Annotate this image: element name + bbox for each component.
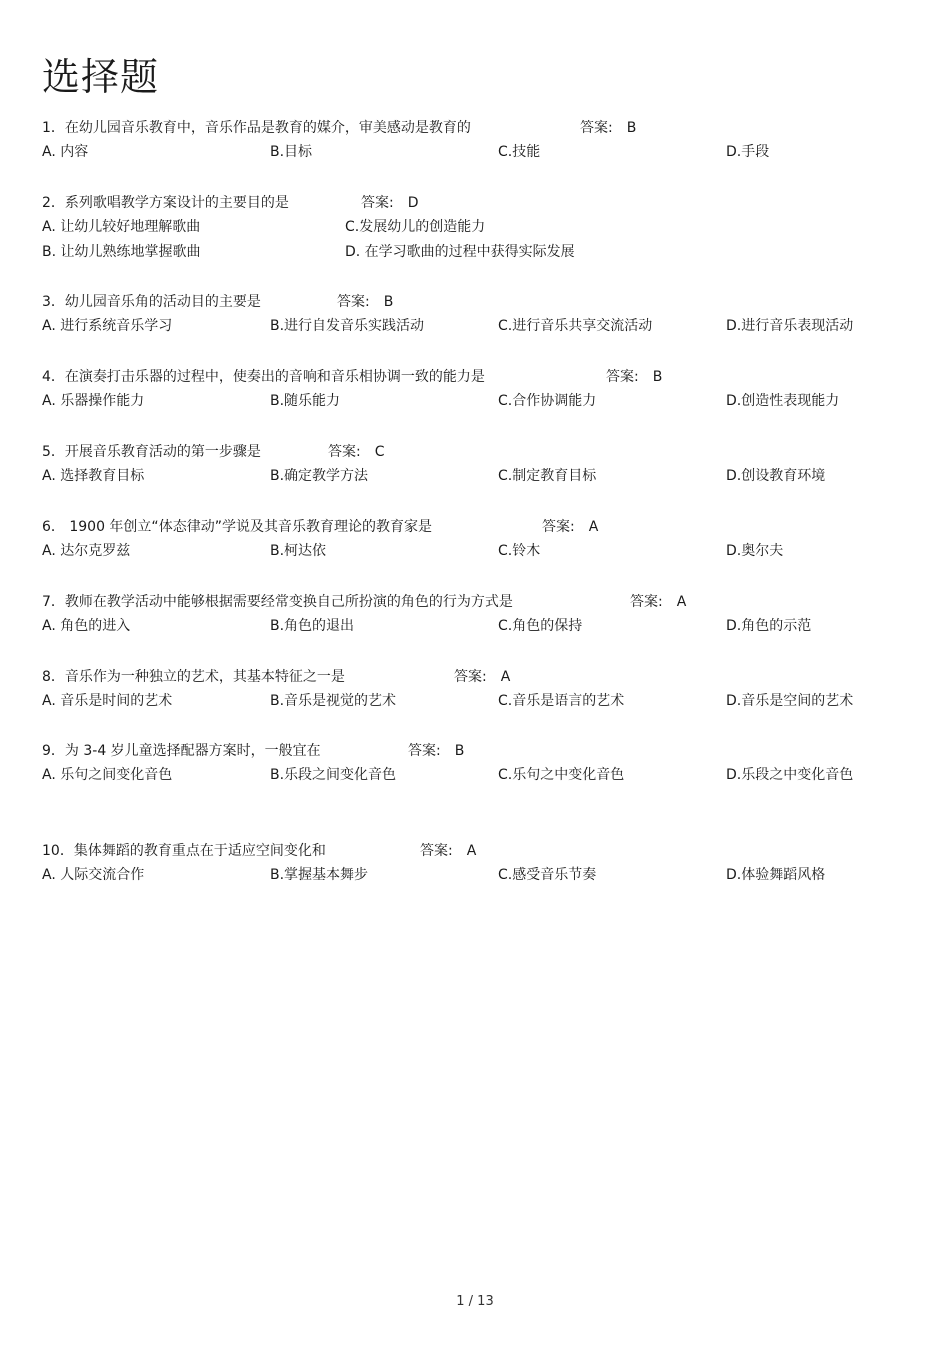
option-b: B.乐段之间变化音色: [270, 767, 397, 783]
option-a: A. 达尔克罗兹: [42, 543, 131, 559]
option-b: B.掌握基本舞步: [270, 867, 369, 883]
option-d: D.奥尔夫: [726, 543, 784, 559]
option-d: D.角色的示范: [726, 618, 812, 634]
question-1: [42, 116, 922, 165]
option-c: C.音乐是语言的艺术: [498, 693, 625, 709]
option-c: C.感受音乐节奏: [498, 867, 597, 883]
page-number: 1 / 13: [456, 1294, 494, 1309]
question-stem: 6． 1900 年创立“体态律动”学说及其音乐教育理论的教育家是: [42, 519, 432, 535]
answer-key: [542, 515, 598, 539]
option-d: D. 在学习歌曲的过程中获得实际发展: [345, 244, 575, 260]
question-10: [42, 839, 922, 888]
answer-key: [328, 440, 385, 464]
option-b: B.随乐能力: [270, 393, 341, 409]
answer-label: 答案:: [454, 669, 487, 685]
option-c: C.制定教育目标: [498, 468, 597, 484]
question-6: [42, 515, 922, 564]
answer-letter: A: [466, 843, 477, 859]
option-a: A. 进行系统音乐学习: [42, 318, 173, 334]
page-title: 选择题: [42, 55, 160, 99]
answer-label: 答案:: [420, 843, 453, 859]
question-stem: 4．在演奏打击乐器的过程中，使奏出的音响和音乐相协调一致的能力是: [42, 369, 485, 385]
answer-key: [606, 365, 662, 389]
answer-letter: D: [407, 195, 419, 211]
answer-letter: B: [652, 369, 663, 385]
answer-label: 答案:: [542, 519, 575, 535]
answer-key: [361, 191, 419, 215]
option-c: C.铃木: [498, 543, 541, 559]
answer-letter: B: [454, 743, 465, 759]
answer-letter: B: [626, 120, 637, 136]
question-stem: 8．音乐作为一种独立的艺术，其基本特征之一是: [42, 669, 345, 685]
question-4: [42, 365, 922, 414]
question-2: [42, 191, 922, 265]
option-b: B. 让幼儿熟练地掌握歌曲: [42, 244, 201, 260]
question-stem: 5．开展音乐教育活动的第一步骤是: [42, 444, 261, 460]
question-5: [42, 440, 922, 489]
answer-letter: B: [383, 294, 394, 310]
answer-label: 答案:: [328, 444, 361, 460]
option-a: A. 角色的进入: [42, 618, 131, 634]
answer-key: [408, 739, 464, 763]
answer-key: [580, 116, 636, 140]
answer-label: 答案:: [580, 120, 613, 136]
option-b: B.音乐是视觉的艺术: [270, 693, 397, 709]
answer-letter: A: [500, 669, 511, 685]
answer-key: [454, 665, 510, 689]
option-d: D.音乐是空间的艺术: [726, 693, 854, 709]
answer-label: 答案:: [606, 369, 639, 385]
question-7: [42, 590, 922, 639]
option-b: B.确定教学方法: [270, 468, 369, 484]
option-b: B.目标: [270, 144, 313, 160]
answer-label: 答案:: [361, 195, 394, 211]
option-d: D.体验舞蹈风格: [726, 867, 826, 883]
question-stem: 3．幼儿园音乐角的活动目的主要是: [42, 294, 261, 310]
question-stem: 9．为 3-4 岁儿童选择配器方案时，一般宜在: [42, 743, 321, 759]
option-c: C.乐句之中变化音色: [498, 767, 625, 783]
option-c: C.合作协调能力: [498, 393, 597, 409]
option-d: D.进行音乐表现活动: [726, 318, 854, 334]
option-b: B.柯达依: [270, 543, 327, 559]
option-c: C.发展幼儿的创造能力: [345, 219, 486, 235]
question-9: [42, 739, 922, 788]
option-c: C.进行音乐共享交流活动: [498, 318, 653, 334]
option-a: A. 人际交流合作: [42, 867, 145, 883]
answer-letter: A: [676, 594, 687, 610]
question-stem: 10．集体舞蹈的教育重点在于适应空间变化和: [42, 843, 326, 859]
option-b: B.角色的退出: [270, 618, 355, 634]
option-d: D.手段: [726, 144, 770, 160]
option-b: B.进行自发音乐实践活动: [270, 318, 425, 334]
answer-label: 答案:: [408, 743, 441, 759]
option-a: A. 内容: [42, 144, 89, 160]
option-a: A. 让幼儿较好地理解歌曲: [42, 219, 201, 235]
answer-key: [630, 590, 686, 614]
answer-key: [420, 839, 476, 863]
question-stem: 2．系列歌唱教学方案设计的主要目的是: [42, 195, 289, 211]
answer-key: [337, 290, 393, 314]
option-a: A. 音乐是时间的艺术: [42, 693, 173, 709]
option-a: A. 乐器操作能力: [42, 393, 145, 409]
option-d: D.创造性表现能力: [726, 393, 840, 409]
option-d: D.乐段之中变化音色: [726, 767, 854, 783]
answer-label: 答案:: [630, 594, 663, 610]
option-a: A. 乐句之间变化音色: [42, 767, 173, 783]
question-stem: 1．在幼儿园音乐教育中，音乐作品是教育的媒介，审美感动是教育的: [42, 120, 471, 136]
option-d: D.创设教育环境: [726, 468, 826, 484]
question-stem: 7．教师在教学活动中能够根据需要经常变换自己所扮演的角色的行为方式是: [42, 594, 513, 610]
question-8: [42, 665, 922, 714]
answer-letter: A: [588, 519, 599, 535]
option-a: A. 选择教育目标: [42, 468, 145, 484]
question-3: [42, 290, 922, 339]
answer-letter: C: [374, 444, 385, 460]
answer-label: 答案:: [337, 294, 370, 310]
option-c: C.角色的保持: [498, 618, 583, 634]
option-c: C.技能: [498, 144, 541, 160]
